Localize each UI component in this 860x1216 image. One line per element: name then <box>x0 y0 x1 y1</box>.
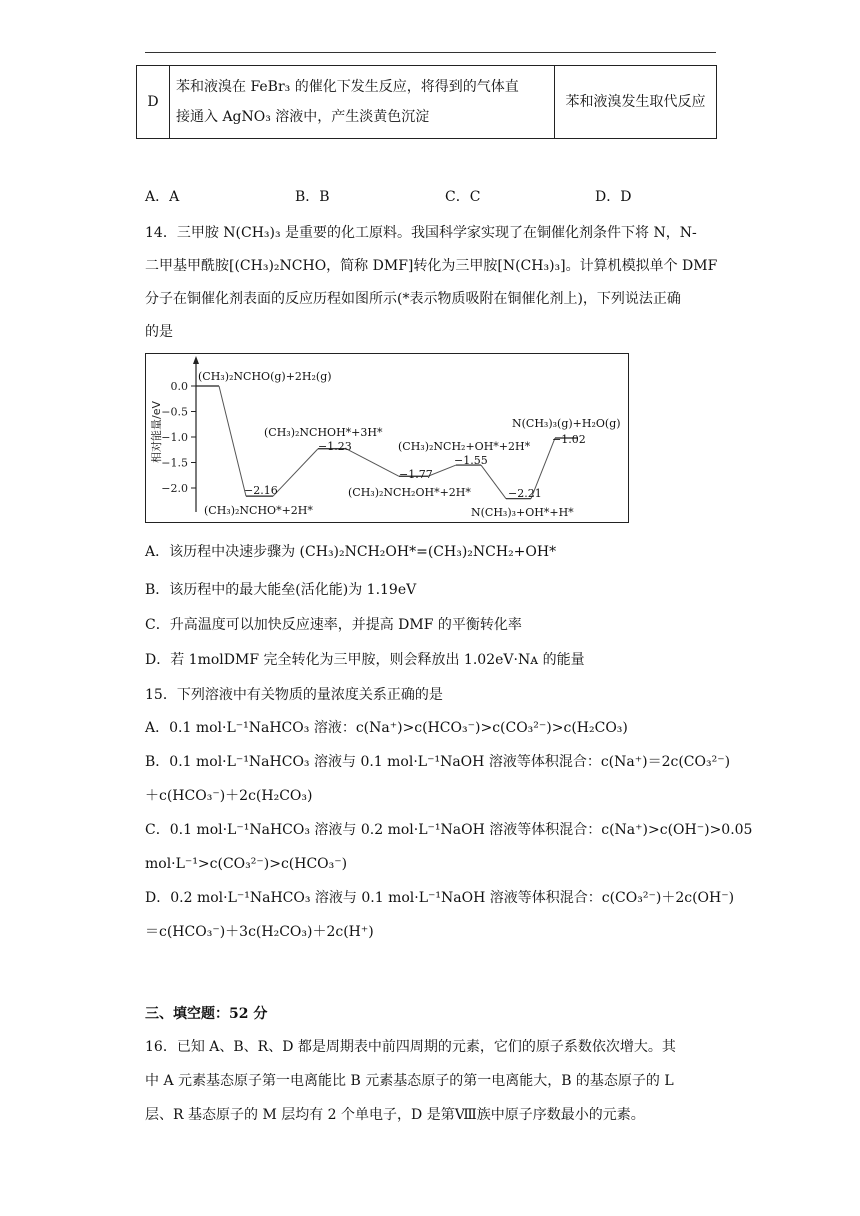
row-experiment-line: 接通入 AgNO₃ 溶液中，产生淡黄色沉淀 <box>176 109 430 125</box>
row-experiment-line: 苯和液溴在 FeBr₃ 的催化下发生反应，将得到的气体直 <box>176 79 519 95</box>
energy-connector <box>346 449 399 477</box>
option-table <box>136 65 717 139</box>
q14-line: 分子在铜催化剂表面的反应历程如图所示(*表示物质吸附在铜催化剂上)，下列说法正确 <box>145 291 681 307</box>
y-tick-label: −1.0 <box>161 431 188 444</box>
energy-chart-svg <box>146 354 628 522</box>
energy-connector <box>273 449 318 496</box>
y-tick-label: 0.0 <box>170 380 188 393</box>
q14-option-b[interactable]: B．该历程中的最大能垒(活化能)为 1.19eV <box>145 582 417 598</box>
value-label: −1.77 <box>399 468 433 481</box>
value-label: −2.16 <box>244 484 278 497</box>
row-conclusion: 苯和液溴发生取代反应 <box>555 66 717 139</box>
species-label: (CH₃)₂NCH₂OH*+2H* <box>348 486 471 499</box>
table-row <box>137 66 717 139</box>
q15-option-d[interactable]: D．0.2 mol·L⁻¹NaHCO₃ 溶液与 0.1 mol·L⁻¹NaOH 溶液等体积混合：c(CO₃²⁻)＋2c(OH⁻) <box>145 890 735 906</box>
y-tick-label: −1.5 <box>161 456 188 470</box>
value-label: −1.02 <box>552 433 586 446</box>
species-label: (CH₃)₂NCHOH*+3H* <box>264 426 383 439</box>
q15-option-a[interactable]: A．0.1 mol·L⁻¹NaHCO₃ 溶液：c(Na⁺)>c(HCO₃⁻)>c(CO₃²⁻)>c(H₂CO₃) <box>145 720 628 736</box>
row-letter: D <box>137 66 170 139</box>
q15-option-d-cont: ＝c(HCO₃⁻)＋3c(H₂CO₃)＋2c(H⁺) <box>145 924 374 940</box>
energy-diagram <box>145 353 629 523</box>
choice-d[interactable]: D．D <box>595 189 632 205</box>
q14-option-c[interactable]: C．升高温度可以加快反应速率，并提高 DMF 的平衡转化率 <box>145 617 522 633</box>
species-label: (CH₃)₂NCH₂+OH*+2H* <box>398 440 531 453</box>
q15-stem: 15．下列溶液中有关物质的量浓度关系正确的是 <box>145 687 443 703</box>
q16-line: 中 A 元素基态原子第一电离能比 B 元素基态原子的第一电离能大，B 的基态原子的 L <box>145 1073 674 1089</box>
value-label: −1.55 <box>454 454 488 467</box>
value-label: −1.23 <box>318 440 352 453</box>
species-label: N(CH₃)₃+OH*+H* <box>471 506 574 519</box>
q14-option-a[interactable]: A．该历程中决速步骤为 (CH₃)₂NCH₂OH*=(CH₃)₂NCH₂+OH* <box>145 544 557 560</box>
q15-option-c-cont: mol·L⁻¹>c(CO₃²⁻)>c(HCO₃⁻) <box>145 856 348 872</box>
species-label: (CH₃)₂NCHO(g)+2H₂(g) <box>198 370 332 383</box>
q15-option-b[interactable]: B．0.1 mol·L⁻¹NaHCO₃ 溶液与 0.1 mol·L⁻¹NaOH 溶液等体积混合：c(Na⁺)＝2c(CO₃²⁻) <box>145 754 731 770</box>
q14-option-d[interactable]: D．若 1molDMF 完全转化为三甲胺，则会释放出 1.02eV·Nᴀ 的能量 <box>145 652 585 668</box>
species-label: (CH₃)₂NCHO*+2H* <box>204 504 313 517</box>
q14-line: 的是 <box>145 324 173 340</box>
y-axis-label: 相对能量/eV <box>150 401 163 463</box>
q13-choices <box>145 187 705 207</box>
choice-c[interactable]: C．C <box>445 189 481 205</box>
header-rule <box>145 52 716 53</box>
energy-connector <box>219 386 246 496</box>
q15-option-c[interactable]: C．0.1 mol·L⁻¹NaHCO₃ 溶液与 0.2 mol·L⁻¹NaOH 溶液等体积混合：c(Na⁺)>c(OH⁻)>0.05 <box>145 822 753 838</box>
y-tick-label: −0.5 <box>161 405 188 419</box>
q16-line: 层、R 基态原子的 M 层均有 2 个单电子，D 是第Ⅷ族中原子序数最小的元素。 <box>145 1107 645 1123</box>
q16-line: 16．已知 A、B、R、D 都是周期表中前四周期的元素，它们的原子系数依次增大。其 <box>145 1039 676 1055</box>
choice-a[interactable]: A．A <box>145 189 180 205</box>
energy-connector <box>481 465 506 499</box>
q14-line: 二甲基甲酰胺[(CH₃)₂NCHO，简称 DMF]转化为三甲胺[N(CH₃)₃]。计算机模拟单个 DMF <box>145 258 718 274</box>
species-label: N(CH₃)₃(g)+H₂O(g) <box>512 417 621 430</box>
choice-b[interactable]: B．B <box>295 189 330 205</box>
y-tick-label: −2.0 <box>161 482 188 495</box>
q14-line: 14．三甲胺 N(CH₃)₃ 是重要的化工原料。我国科学家实现了在铜催化剂条件下将 N，N- <box>145 225 697 241</box>
y-axis-arrow <box>193 356 199 364</box>
value-label: −2.21 <box>508 487 542 500</box>
section-heading: 三、填空题：52 分 <box>145 1006 268 1022</box>
row-experiment <box>170 66 555 139</box>
q15-option-b-cont: ＋c(HCO₃⁻)＋2c(H₂CO₃) <box>145 788 313 804</box>
